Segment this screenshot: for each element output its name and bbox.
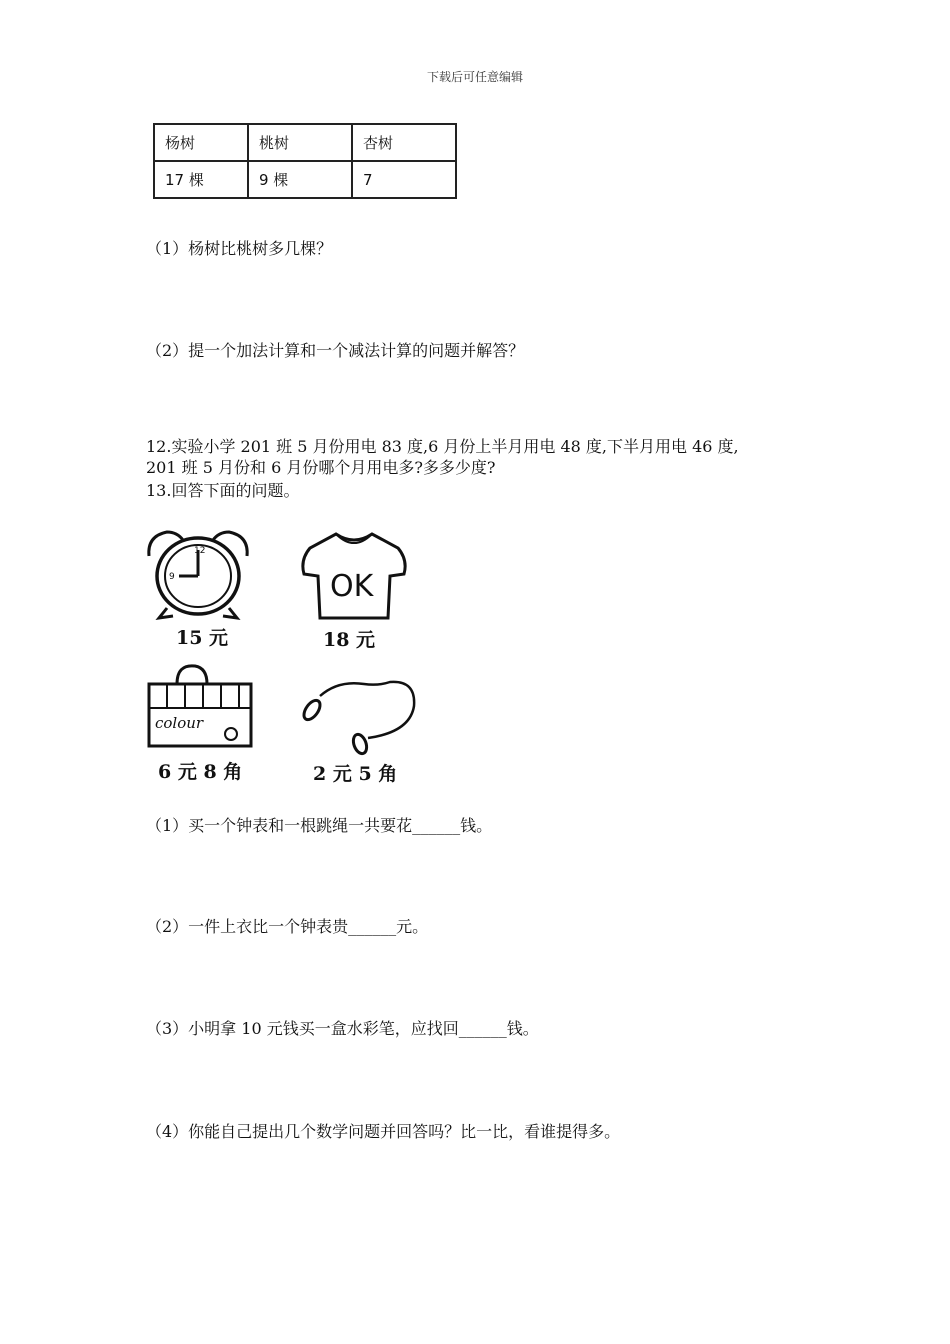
table-cell: 17 棵 (154, 161, 248, 198)
shirt-icon (298, 530, 410, 622)
tree-count-table (153, 123, 457, 199)
question-11-2: （2）提一个加法计算和一个减法计算的问题并解答？ (146, 341, 525, 360)
table-cell: 7 (352, 161, 456, 198)
question-12-line-2: 201 班 5 月份和 6 月份哪个月用电多?多多少度? (146, 458, 496, 477)
paint-box-price: 6 元 8 角 (158, 761, 243, 783)
table-header-cell: 桃树 (248, 124, 352, 161)
shirt-price: 18 元 (323, 629, 376, 651)
table-row (154, 124, 456, 161)
table-row (154, 161, 456, 198)
paint-box-text: colour (155, 714, 204, 732)
paint-box-icon (145, 662, 257, 748)
question-13-title: 13.回答下面的问题。 (146, 481, 300, 500)
clock-price: 15 元 (176, 627, 229, 649)
table-header-cell: 杨树 (154, 124, 248, 161)
question-12 (146, 436, 739, 478)
svg-text:9: 9 (169, 572, 175, 582)
question-13-1: （1）买一个钟表和一根跳绳一共要花______钱。 (146, 816, 493, 835)
question-12-line-1: 12.实验小学 201 班 5 月份用电 83 度,6 月份上半月用电 48 度,下半月用电 46 度, (146, 437, 739, 456)
question-13-3: （3）小明拿 10 元钱买一盒水彩笔，应找回______钱。 (146, 1019, 539, 1038)
shirt-text: OK (330, 569, 374, 604)
jump-rope-price: 2 元 5 角 (313, 763, 398, 785)
alarm-clock-icon (143, 528, 253, 620)
table-cell: 9 棵 (248, 161, 352, 198)
page-header: 下载后可任意编辑 (426, 70, 523, 84)
question-13-2: （2）一件上衣比一个钟表贵______元。 (146, 917, 429, 936)
question-11-1: （1）杨树比桃树多几棵？ (146, 239, 333, 258)
svg-text:12: 12 (194, 546, 206, 556)
question-13-4: （4）你能自己提出几个数学问题并回答吗？比一比，看谁提得多。 (146, 1122, 621, 1141)
table-header-cell: 杏树 (352, 124, 456, 161)
jump-rope-icon (298, 676, 422, 758)
